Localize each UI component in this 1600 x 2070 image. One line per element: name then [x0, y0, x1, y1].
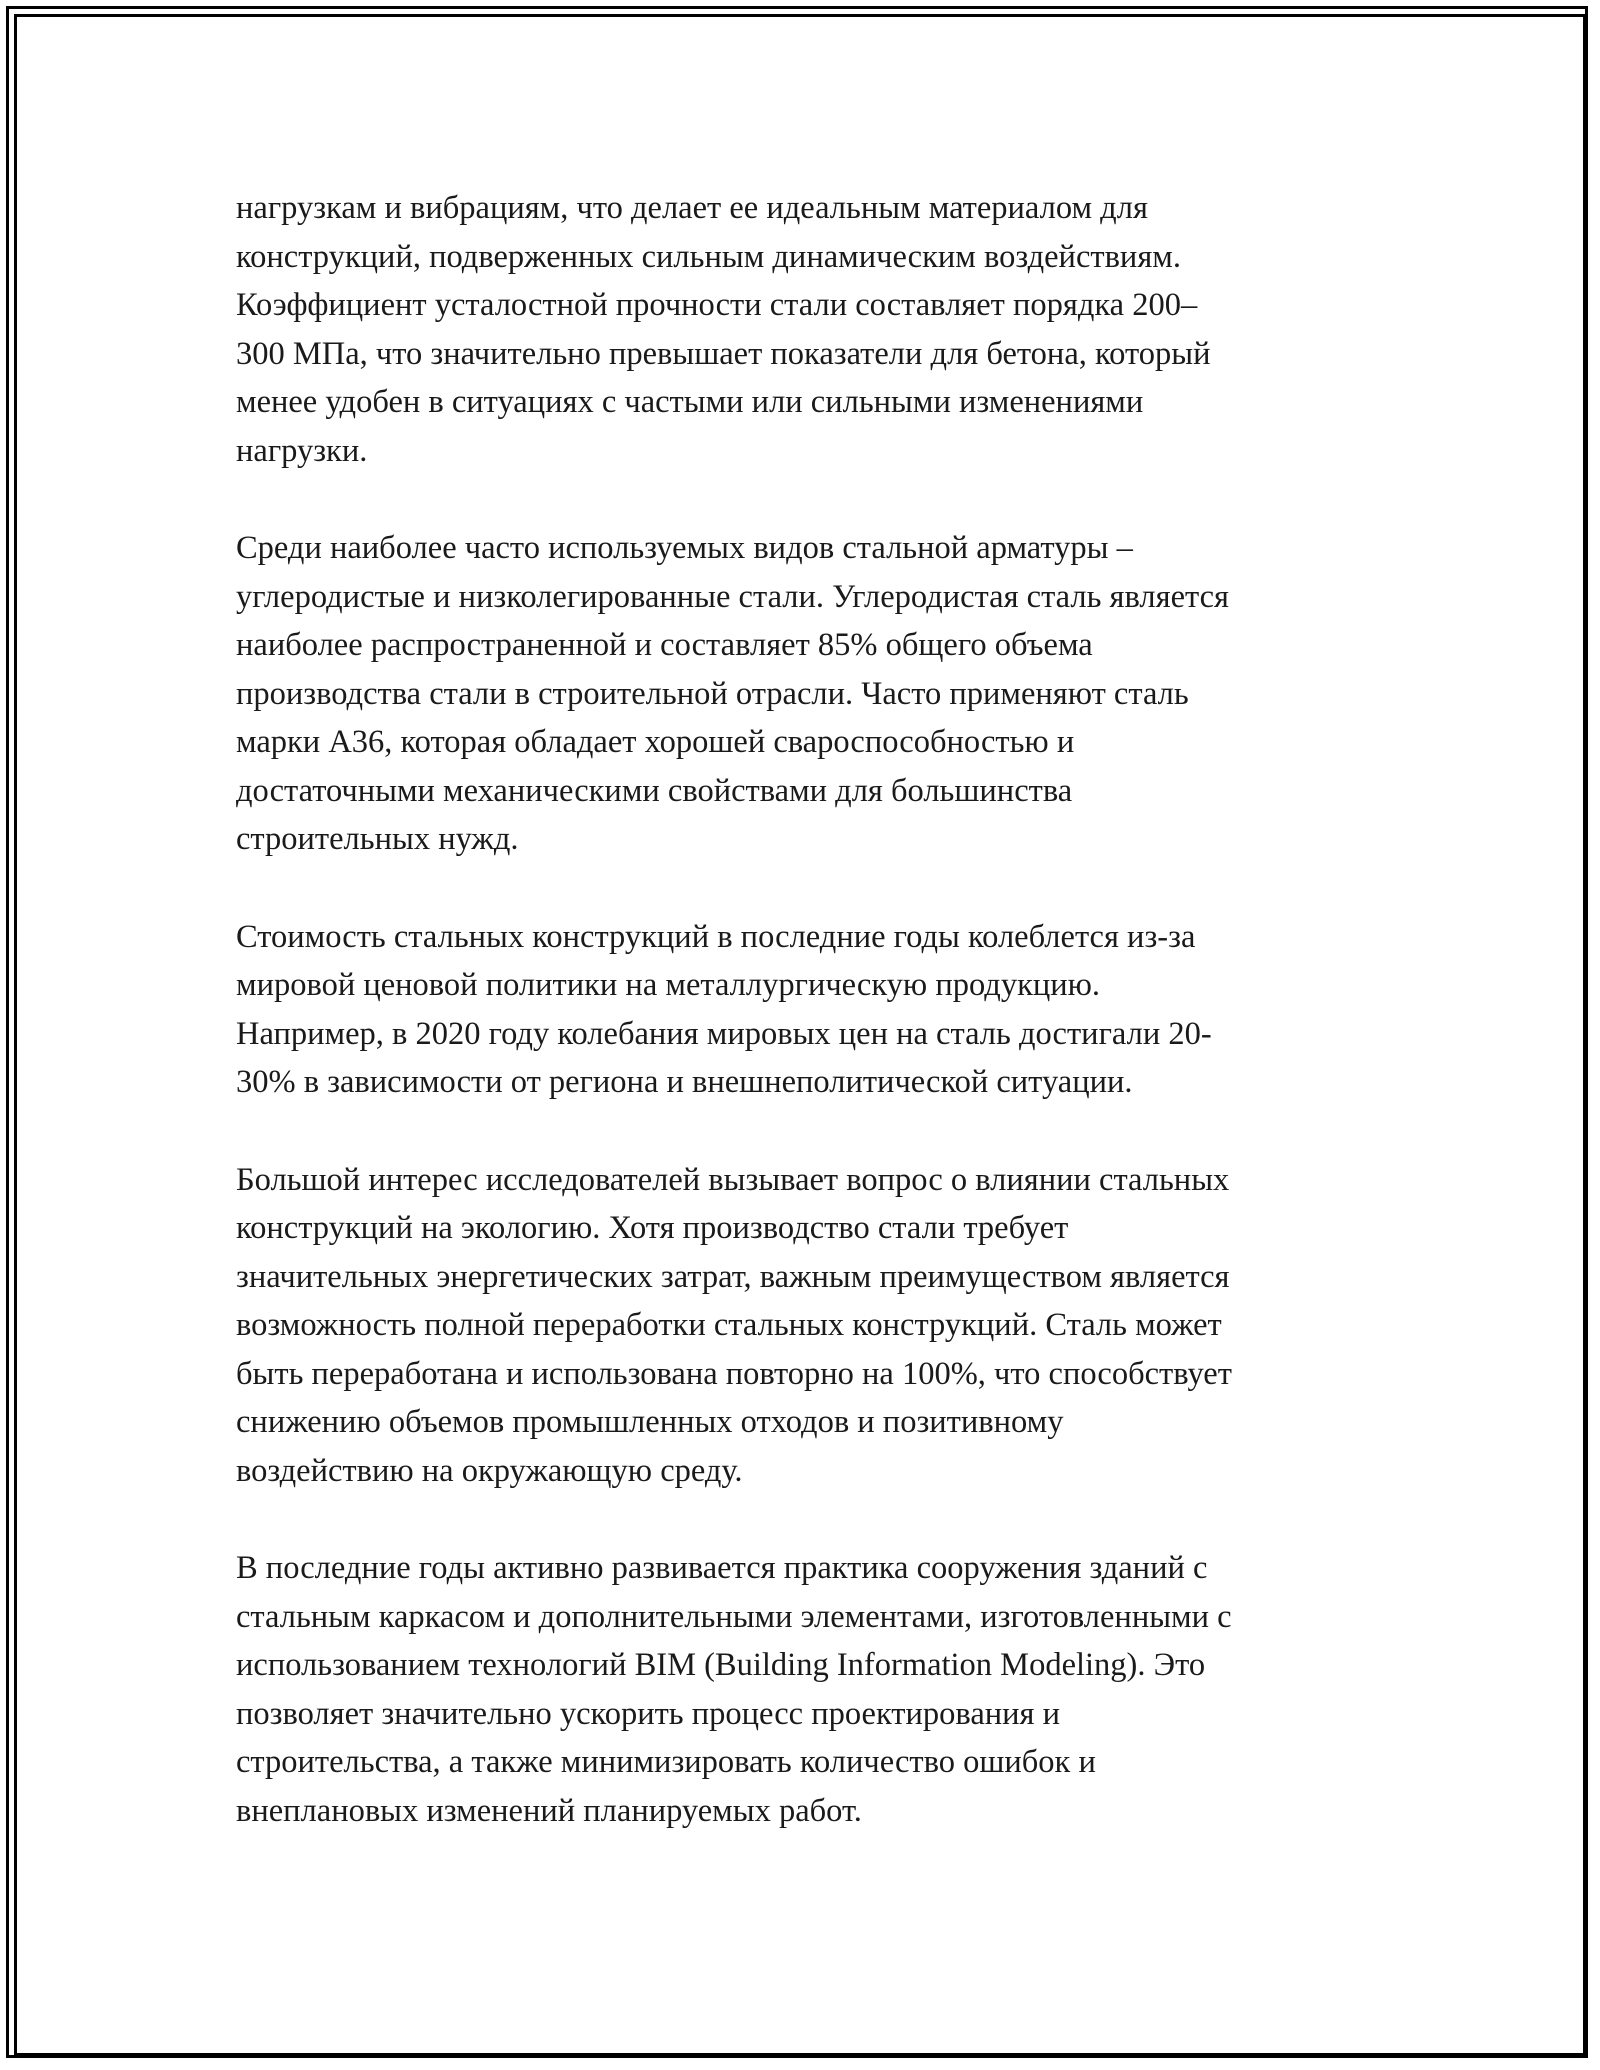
text-line: менее удобен в ситуациях с частыми или сильными изменениями	[236, 384, 1144, 420]
text-line: В последние годы активно развивается практика сооружения зданий с	[236, 1550, 1208, 1586]
paragraph-ecology	[236, 1156, 1396, 1496]
text-line: 30% в зависимости от региона и внешнеполитической ситуации.	[236, 1064, 1133, 1100]
text-line: стальным каркасом и дополнительными элементами, изготовленными с	[236, 1598, 1232, 1635]
text-line: конструкций на экологию. Хотя производство стали требует	[236, 1210, 1069, 1246]
text-line: быть переработана и использована повторно на 100%, что способствует	[236, 1355, 1232, 1392]
text-line: производства стали в строительной отрасли. Часто применяют сталь	[236, 675, 1189, 712]
text-line: конструкций, подверженных сильным динамическим воздействиям.	[236, 238, 1181, 275]
text-line: Среди наиболее часто используемых видов стальной арматуры –	[236, 530, 1133, 566]
text-line: воздействию на окружающую среду.	[236, 1452, 743, 1489]
document-body	[236, 184, 1396, 1884]
text-line: наиболее распространенной и составляет 85% общего объема	[236, 627, 1093, 663]
text-line: строительных нужд.	[236, 821, 519, 857]
text-line: углеродистые и низколегированные стали. Углеродистая сталь является	[236, 578, 1229, 615]
text-line: снижению объемов промышленных отходов и позитивному	[236, 1404, 1064, 1440]
text-line: Большой интерес исследователей вызывает вопрос о влиянии стальных	[236, 1161, 1230, 1198]
paragraph-cost	[236, 913, 1396, 1107]
text-line: использованием технологий BIM (Building Information Modeling). Это	[236, 1647, 1206, 1683]
text-line: строительства, а также минимизировать количество ошибок и	[236, 1744, 1096, 1780]
text-line: возможность полной переработки стальных конструкций. Сталь может	[236, 1307, 1222, 1343]
text-line: мировой ценовой политики на металлургическую продукцию.	[236, 967, 1101, 1003]
text-line: значительных энергетических затрат, важным преимуществом является	[236, 1258, 1230, 1295]
text-line: Стоимость стальных конструкций в последние годы колеблется из-за	[236, 918, 1196, 955]
text-line: нагрузки.	[236, 432, 368, 469]
text-line: Например, в 2020 году колебания мировых цен на сталь достигали 20-	[236, 1015, 1212, 1052]
text-line: внеплановых изменений планируемых работ.	[236, 1792, 862, 1829]
text-line: марки А36, которая обладает хорошей свароспособностью и	[236, 724, 1075, 760]
text-line: Коэффициент усталостной прочности стали составляет порядка 200–	[236, 287, 1198, 323]
paragraph-steel-types	[236, 524, 1396, 864]
text-line: нагрузкам и вибрациям, что делает ее идеальным материалом для	[236, 190, 1148, 226]
text-line: 300 МПа, что значительно превышает показатели для бетона, который	[236, 335, 1211, 372]
text-line: достаточными механическими свойствами для большинства	[236, 772, 1073, 809]
paragraph-fatigue	[236, 184, 1396, 475]
paragraph-bim	[236, 1544, 1396, 1835]
text-line: позволяет значительно ускорить процесс проектирования и	[236, 1695, 1060, 1732]
